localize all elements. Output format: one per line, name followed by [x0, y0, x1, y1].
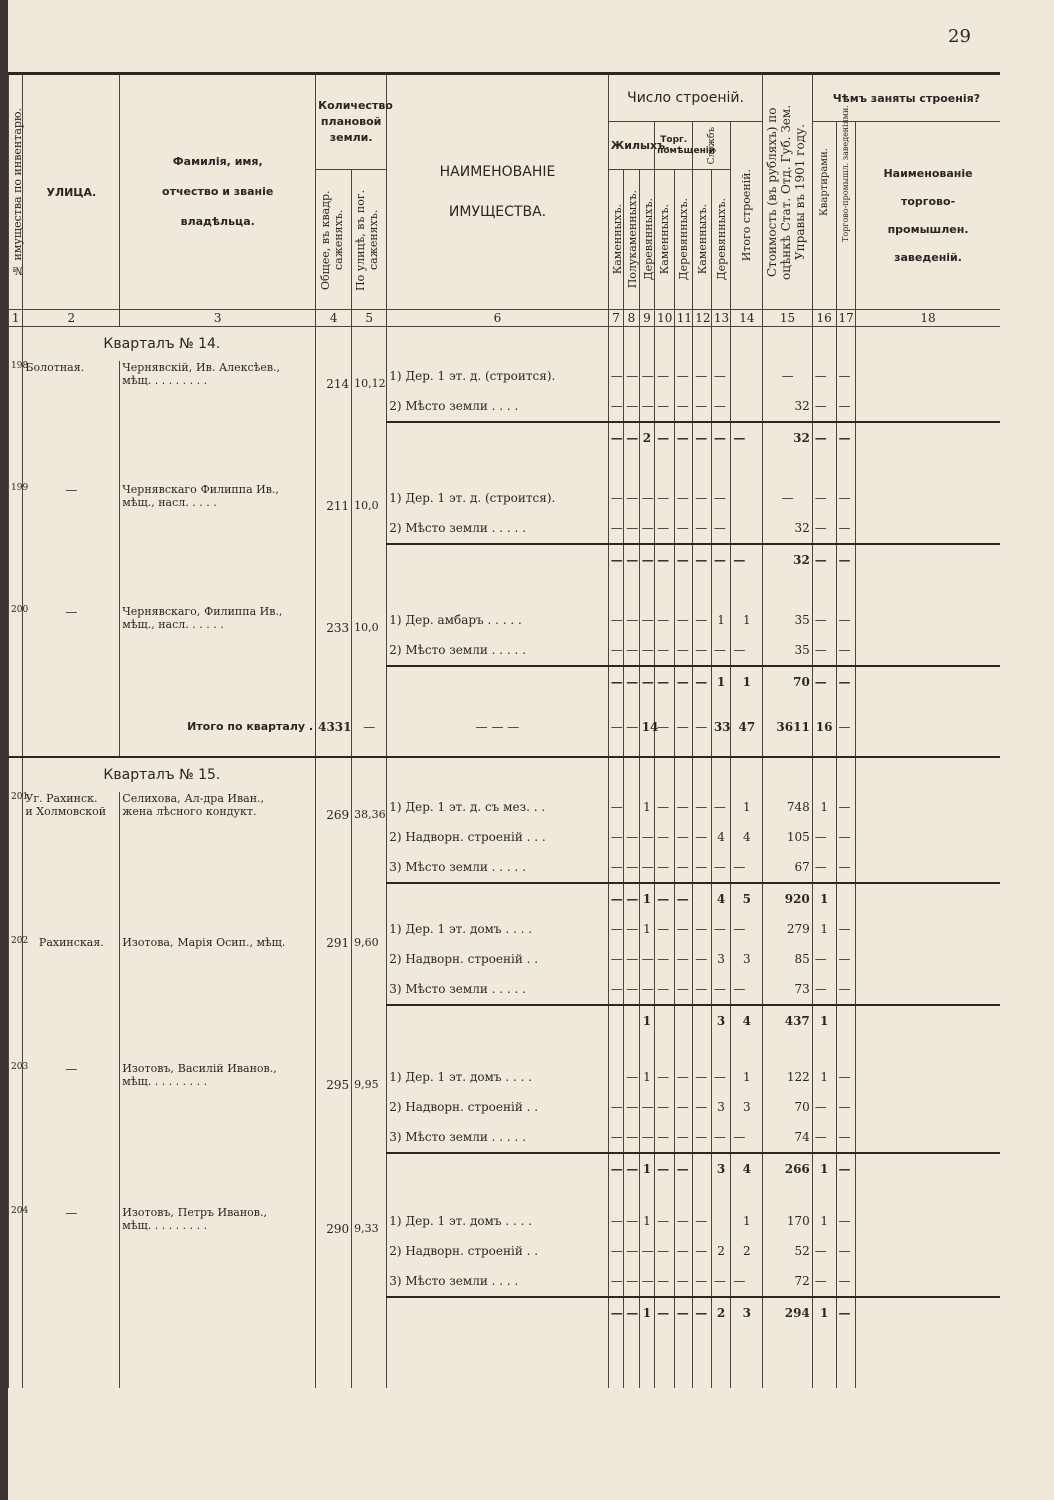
h-c13: Деревянныхъ. — [711, 170, 731, 310]
h-c4: Общее, въ квадр. саженяхъ. — [316, 170, 352, 310]
entry-203-sum: — — 1 — — 3 4 266 1 — — [9, 1153, 1001, 1184]
h-c9: Деревянныхъ. — [639, 170, 654, 310]
entry-198-sum: — — 2 — — — — — 32 — — — [9, 422, 1001, 453]
entry-204-item-3: 3) Мѣсто земли . . . . — — — — — — — — 72 — — — [9, 1266, 1001, 1297]
entry-199-item-2: 2) Мѣсто земли . . . . . — — — — — — — 32 — — — [9, 513, 1001, 544]
entry-202-sum: 1 3 4 437 1 — [9, 1005, 1001, 1036]
entry-200-item-2: 2) Мѣсто земли . . . . . — — — — — — — — 35 — — — [9, 635, 1001, 666]
h-c12: Каменныхъ. — [693, 170, 712, 310]
h-land: Количество плановой земли. — [316, 74, 387, 170]
entry-200-sum: — — — — — — 1 1 70 — — — [9, 666, 1001, 697]
h-c14: Итого строеній. — [731, 122, 763, 310]
entry-202-item-2: 2) Надворн. строеній . . — — — — — — 3 3 85 — — — [9, 944, 1001, 974]
entry-199-sum: — — — — — — — — 32 — — — [9, 544, 1001, 575]
h-c10: Каменныхъ. — [655, 170, 675, 310]
property-register-table — [8, 72, 1000, 1388]
entry-203-item-1: 203 — Изотовъ, Василій Иванов., мѣщ. . . . . . . . . 295 9,95 1) Дер. 1 эт. домъ . . . . — 1 — — — — 1 122 1 — — [9, 1062, 1001, 1092]
entry-198-item-1: 198 Болотная. Чернявскій, Ив. Алексѣев., мѣщ. . . . . . . . . 214 10,12 1) Дер. 1 эт. д. (строится). — — — — — — — — — — — [9, 361, 1001, 391]
h-trade: Торг. помѣщеній — [655, 122, 693, 170]
binding-edge — [0, 0, 8, 1500]
entry-201-item-3: 3) Мѣсто земли . . . . . — — — — — — — — 67 — — — [9, 852, 1001, 883]
entry-201-sum: — — 1 — — 4 5 920 1 — [9, 883, 1001, 914]
entry-204-item-2: 2) Надворн. строеній . . — — — — — — 2 2 52 — — — [9, 1236, 1001, 1266]
h-value: Стоимость (въ рубляхъ) по оцѣнкѣ Стат. Отд. Губ. Зем. Управы въ 1901 году. — [763, 74, 812, 310]
page-number: 29 — [948, 26, 971, 47]
entry-203-item-2: 2) Надворн. строеній . . — — — — — — 3 3 70 — — — [9, 1092, 1001, 1122]
entry-203-item-3: 3) Мѣсто земли . . . . . — — — — — — — — 74 — — — [9, 1122, 1001, 1153]
h-c18: Наименованіе торгово-промышлен. заведеній. — [856, 122, 1000, 310]
entry-204-sum: — — 1 — — — 2 3 294 1 — — [9, 1297, 1001, 1328]
h-c7: Каменныхъ. — [608, 170, 623, 310]
h-owner: Фамилія, имя, отчество и званіе владѣльца. — [120, 74, 316, 310]
entry-202-item-3: 3) Мѣсто земли . . . . . — — — — — — — — 73 — — — [9, 974, 1001, 1005]
entry-201-item-1: 201 Уг. Рахинск. и Холмовской Селихова, Ал-дра Иван., жена лѣсного кондукт. 269 38,36 1) Дер. 1 эт. д. съ мез. . . — 1 — — — — 1 748 1 — — [9, 792, 1001, 822]
h-c11: Деревянныхъ. — [674, 170, 693, 310]
entry-204-item-1: 204 — Изотовъ, Петръ Иванов., мѣщ. . . . . . . . . 290 9,33 1) Дер. 1 эт. домъ . . . . — — 1 — — — 1 170 1 — — [9, 1206, 1001, 1236]
h-c5: По улицѣ, въ пог. саженяхъ. — [352, 170, 387, 310]
entry-201-item-2: 2) Надворн. строеній . . . — — — — — — 4 4 105 — — — [9, 822, 1001, 852]
h-col1: № имущества по инвентарю. — [9, 74, 23, 310]
h-street: УЛИЦА. — [23, 74, 120, 310]
h-service: Службъ — [693, 122, 731, 170]
owner-name: Чернявскій, — [122, 361, 193, 374]
h-occupied: Чѣмъ заняты строенія? — [812, 74, 1000, 122]
h-dwelling: Жилыхъ. — [608, 122, 654, 170]
entry-198-item-2: 2) Мѣсто земли . . . . — — — — — — — 32 — — — [9, 391, 1001, 422]
column-number-row: 1 2 3 4 5 6 7 8 9 10 11 12 13 14 15 16 17 18 — [9, 310, 1001, 327]
quarter-14-total: Итого по кварталу . 4331 — — — — — — 14 — — — 33 47 3611 16 — — [9, 697, 1001, 757]
h-c8: Полукаменныхъ. — [624, 170, 639, 310]
quarter-15-heading: Кварталъ № 15. — [9, 757, 1001, 792]
h-c17: Торгово-промышл. заведеніями. — [836, 122, 856, 310]
entry-202-item-1: 202 Рахинская. Изотова, Марія Осип., мѣщ. 291 9,60 1) Дер. 1 эт. домъ . . . . — — 1 — — — — — 279 1 — — [9, 914, 1001, 944]
entry-200-item-1: 200 — Чернявскаго, Филиппа Ив., мѣщ., насл. . . . . . 233 10,0 1) Дер. амбаръ . . . . . — — — — — — 1 1 35 — — — [9, 605, 1001, 635]
h-buildings: Число строеній. — [608, 74, 763, 122]
quarter-14-heading: Кварталъ № 14. — [9, 327, 1001, 362]
h-c16: Квартирами. — [812, 122, 836, 310]
h-property: НАИМЕНОВАНІЕ ИМУЩЕСТВА. — [387, 74, 609, 310]
entry-199-item-1: 199 — Чернявскаго Филиппа Ив., мѣщ., насл. . . . . 211 10,0 1) Дер. 1 эт. д. (строится). — — — — — — — — — — — [9, 483, 1001, 513]
